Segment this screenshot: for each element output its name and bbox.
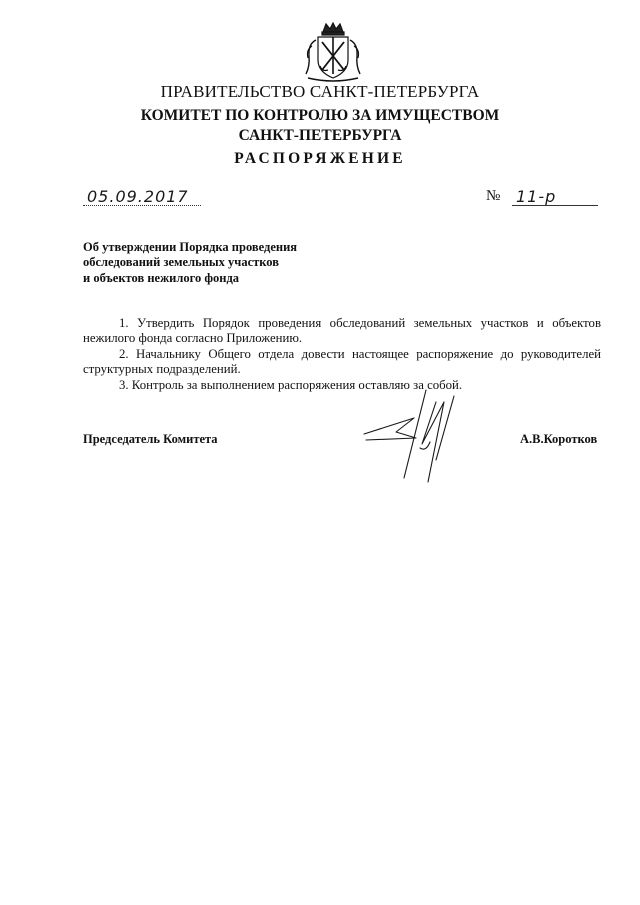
body-text bbox=[83, 316, 601, 393]
paragraph-1: 1. Утвердить Порядок проведения обследований земельных участков и объектов нежилого фонда согласно Приложению. bbox=[83, 316, 601, 346]
subject-line: и объектов нежилого фонда bbox=[83, 270, 240, 285]
coat-of-arms-icon bbox=[304, 22, 362, 84]
signatory-title: Председатель Комитета bbox=[83, 432, 218, 446]
subject-line: обследований земельных участков bbox=[83, 255, 279, 270]
paragraph-2: 2. Начальнику Общего отдела довести настоящее распоряжение до руководителей структурных подразделений. bbox=[83, 346, 601, 377]
date-value: 05.09.2017 bbox=[87, 187, 189, 206]
subject-block bbox=[83, 240, 383, 286]
handwritten-signature bbox=[356, 382, 486, 492]
document-type: РАСПОРЯЖЕНИЕ bbox=[234, 150, 406, 167]
paragraph-3: 3. Контроль за выполнением распоряжения оставляю за собой. bbox=[119, 377, 463, 392]
subject-line: Об утверждении Порядка проведения bbox=[83, 240, 298, 254]
number-value: 11-р bbox=[516, 187, 557, 206]
number-field bbox=[486, 188, 598, 208]
date-field bbox=[83, 188, 201, 208]
committee-name-line-2: САНКТ-ПЕТЕРБУРГА bbox=[238, 127, 402, 144]
committee-name bbox=[0, 106, 640, 146]
date-underline bbox=[83, 205, 201, 206]
committee-name-line-1: КОМИТЕТ ПО КОНТРОЛЮ ЗА ИМУЩЕСТВОМ bbox=[140, 107, 500, 124]
signatory-name: А.В.Коротков bbox=[520, 432, 598, 446]
number-sign: № bbox=[486, 188, 501, 204]
government-name: ПРАВИТЕЛЬСТВО САНКТ-ПЕТЕРБУРГА bbox=[160, 82, 480, 101]
number-underline bbox=[512, 205, 598, 206]
